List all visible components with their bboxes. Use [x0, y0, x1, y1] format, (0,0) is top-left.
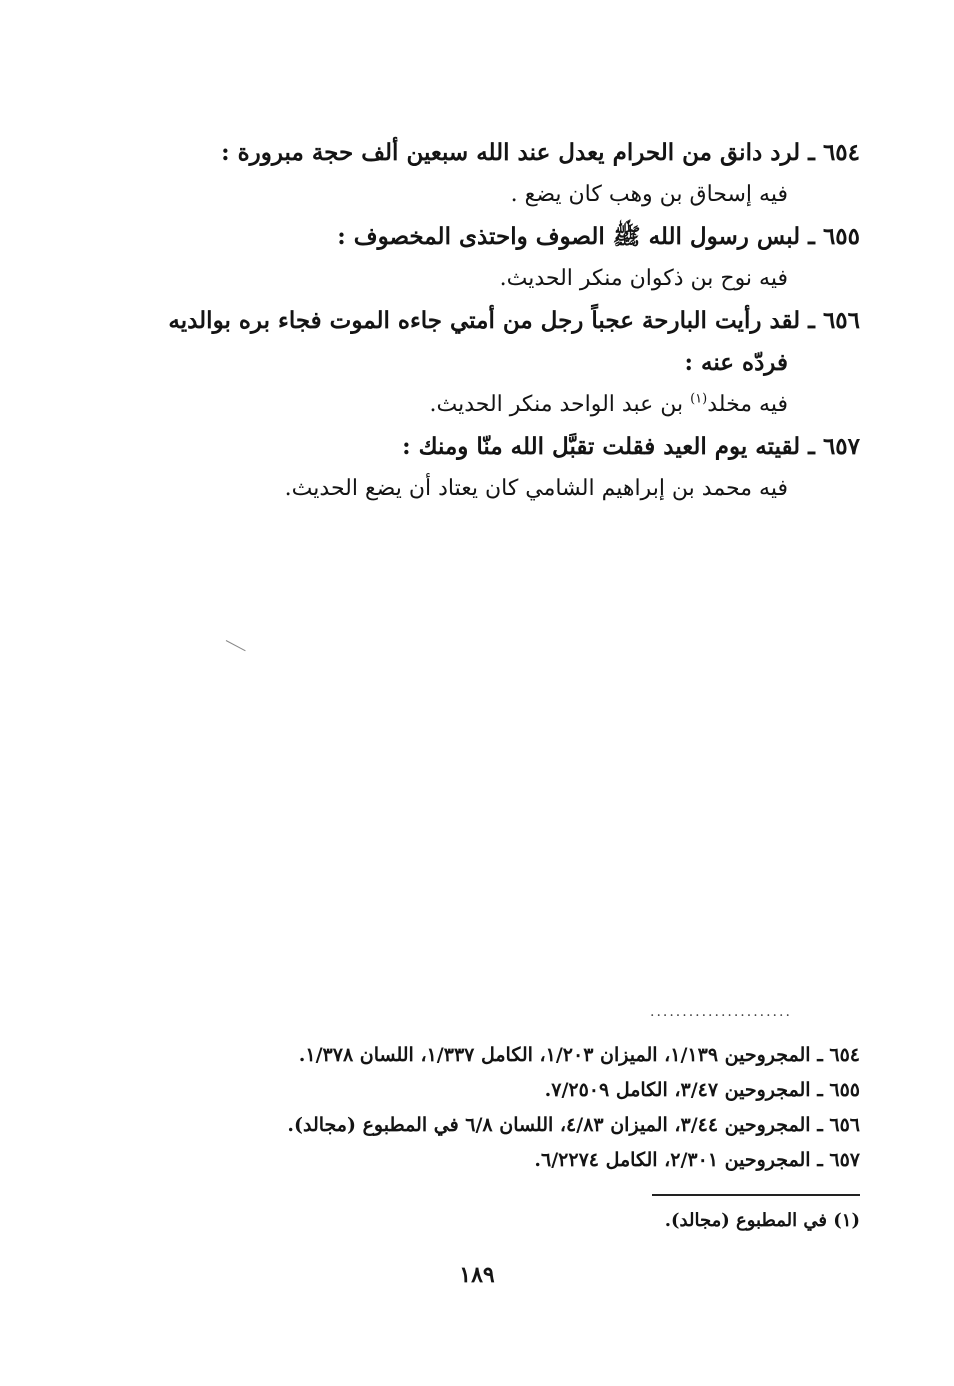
scan-mark [226, 640, 246, 651]
entry-656-body [160, 384, 788, 426]
entry-654-body: فيه إسحاق بن وهب كان يضع . [510, 182, 788, 207]
entry-654-title: ٦٥٤ ـ لرد دانق من الحرام يعدل عند الله سبعين ألف حجة مبرورة : [160, 132, 860, 174]
entry-656-number: ٦٥٦ [822, 307, 860, 334]
references-list [160, 1038, 860, 1178]
entry-655-body: فيه نوح بن ذكوان منكر الحديث. [499, 266, 788, 291]
entry-657-number: ٦٥٧ [822, 433, 860, 460]
entry-656-body-end: بن عبد الواحد منكر الحديث. [429, 392, 691, 417]
footnote: (١) في المطبوع (مجالد). [664, 1210, 860, 1231]
reference-654: ٦٥٤ ـ المجروحين ١/١٣٩، الميزان ١/٢٠٣، الكامل ١/٣٣٧، اللسان ١/٣٧٨. [298, 1044, 860, 1066]
entry-657-text: لقيته يوم العيد فقلت تقبَّل الله منّا ومنك : [402, 433, 801, 460]
reference-656: ٦٥٦ ـ المجروحين ٣/٤٤، الميزان ٤/٨٣، اللسان ٦/٨ في المطبوع (مجالد). [287, 1114, 860, 1136]
entry-655-text: لبس رسول الله ﷺ الصوف واحتذى المخصوف : [337, 223, 801, 250]
dotted-separator: ...................... [650, 1004, 792, 1018]
entry-657-body: فيه محمد بن إبراهيم الشامي كان يعتاد أن يضع الحديث. [284, 476, 788, 501]
entry-654-text: لرد دانق من الحرام يعدل عند الله سبعين ألف حجة مبرورة : [221, 139, 801, 166]
entry-656-text: لقد رأيت البارحة عجباً رجل من أمتي جاءه الموت فجاء بره بوالديه [168, 307, 801, 334]
reference-655: ٦٥٥ ـ المجروحين ٣/٤٧، الكامل ٧/٢٥٠٩. [544, 1079, 860, 1101]
hadith-entries [160, 132, 860, 510]
footnote-marker: (١) [690, 391, 708, 407]
entry-654-number: ٦٥٤ [822, 139, 860, 166]
entry-657-title: ٦٥٧ ـ لقيته يوم العيد فقلت تقبَّل الله منّا ومنك : [160, 426, 860, 468]
entry-655-title: ٦٥٥ ـ لبس رسول الله ﷺ الصوف واحتذى المخصوف : [160, 216, 860, 258]
entry-656-title: ٦٥٦ ـ لقد رأيت البارحة عجباً رجل من أمتي جاءه الموت فجاء بره بوالديه [160, 300, 860, 342]
page-number: ١٨٩ [459, 1262, 495, 1288]
footnote-rule [652, 1194, 860, 1196]
entry-656-title-continuation: فردّه عنه : [684, 349, 788, 376]
reference-657: ٦٥٧ ـ المجروحين ٢/٣٠١، الكامل ٦/٢٢٧٤. [534, 1149, 860, 1171]
entry-656-body-start: فيه مخلد [707, 392, 788, 417]
entry-655-number: ٦٥٥ [822, 223, 860, 250]
